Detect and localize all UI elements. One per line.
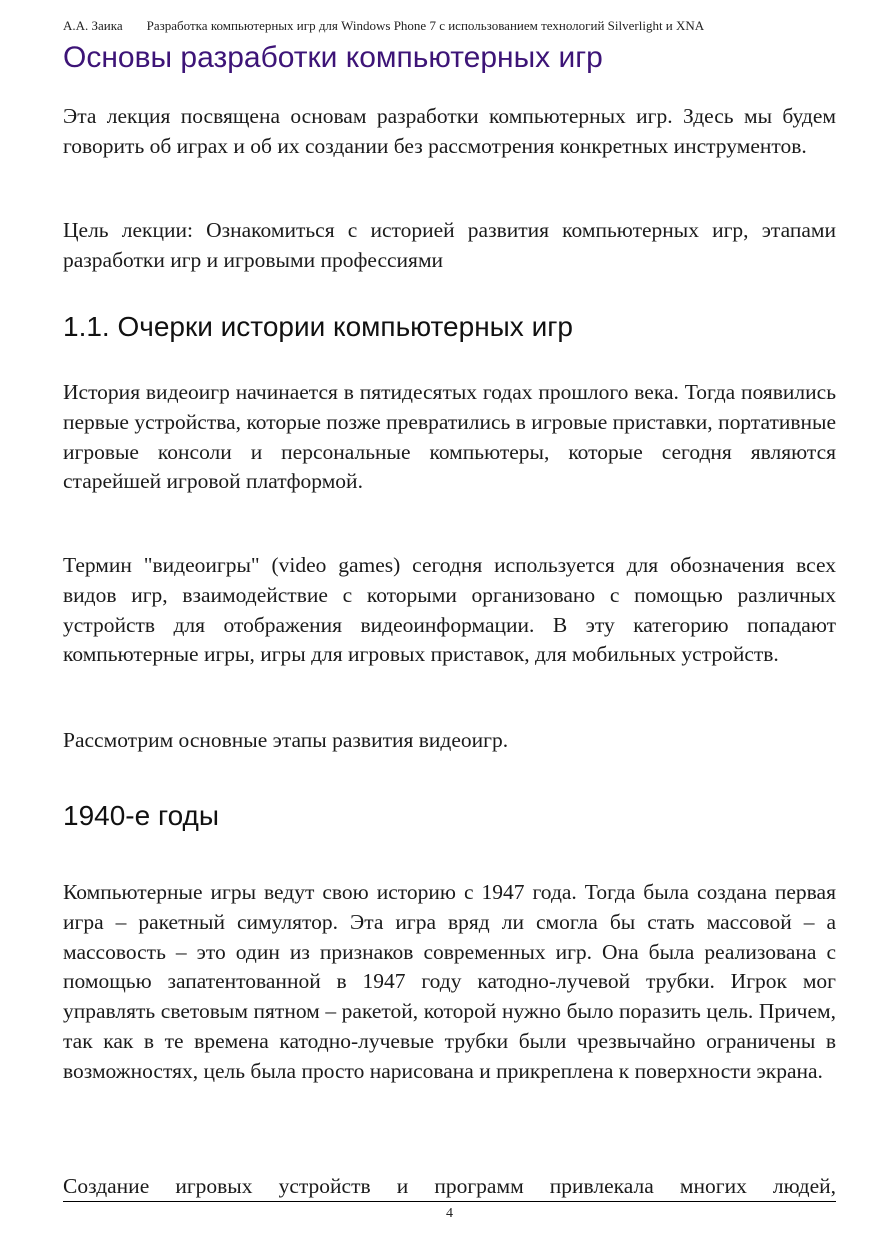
subsection-paragraph-continued: Создание игровых устройств и программ привлекала многих людей, bbox=[63, 1174, 836, 1198]
header-author: А.А. Заика bbox=[63, 18, 123, 33]
section-paragraph-stages: Рассмотрим основные этапы развития видеоигр. bbox=[63, 728, 509, 752]
subsection-heading: 1940-е годы bbox=[63, 800, 219, 831]
document-page bbox=[63, 0, 836, 1241]
footer-rule bbox=[63, 1201, 836, 1202]
subsection-paragraph-1947: Компьютерные игры ведут свою историю с 1947 года. Тогда была создана первая игра – ракетный симулятор. Эта игра вряд ли смогла бы стать массовой – а массовость – это один из признаков современных игр. Она была реализована с помощью запатентованной в 1947 году катодно-лучевой трубки. Игрок мог управлять световым пятном – ракетой, которой нужно было поразить цель. Причем, так как в те времена катодно-лучевые трубки были чрезвычайно ограничены в возможностях, цель была просто нарисована и прикреплена к поверхности экрана. bbox=[63, 880, 836, 1083]
running-header bbox=[63, 17, 836, 35]
lecture-goal-paragraph: Цель лекции: Ознакомиться с историей развития компьютерных игр, этапами разработки игр и игровыми профессиями bbox=[63, 218, 836, 272]
header-book-title: Разработка компьютерных игр для Windows Phone 7 с использованием технологий Silverlight и XNA bbox=[146, 18, 705, 33]
section-paragraph-term: Термин "видеоигры" (video games) сегодня используется для обозначения всех видов игр, взаимодействие с которыми организовано с помощью различных устройств для отображения видеоинформации. В эту категорию попадают компьютерные игры, игры для игровых приставок, для мобильных устройств. bbox=[63, 553, 836, 667]
section-heading: 1.1. Очерки истории компьютерных игр bbox=[63, 311, 573, 342]
page-number: 4 bbox=[446, 1206, 453, 1221]
lecture-title: Основы разработки компьютерных игр bbox=[63, 41, 603, 74]
intro-paragraph: Эта лекция посвящена основам разработки компьютерных игр. Здесь мы будем говорить об играх и об их создании без рассмотрения конкретных инструментов. bbox=[63, 104, 836, 158]
section-paragraph-history: История видеоигр начинается в пятидесятых годах прошлого века. Тогда появились первые устройства, которые позже превратились в игровые приставки, портативные игровые консоли и персональные компьютеры, которые сегодня являются старейшей игровой платформой. bbox=[63, 380, 836, 494]
